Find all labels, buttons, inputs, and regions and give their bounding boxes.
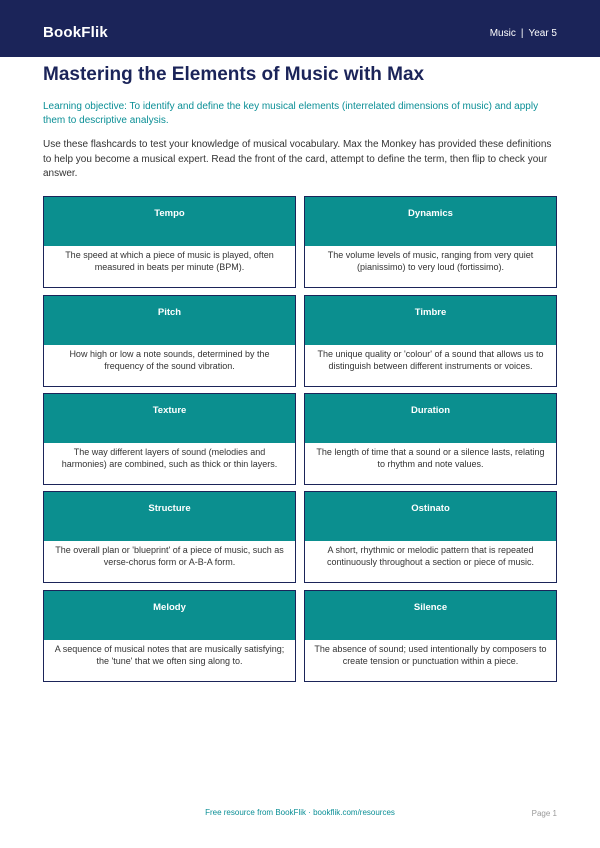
- flashcard-term: Silence: [305, 591, 556, 640]
- flashcard-definition: The volume levels of music, ranging from very quiet (pianissimo) to very loud (fortissimo).: [327, 250, 534, 272]
- flashcard[interactable]: [43, 491, 296, 583]
- flashcard-term: Ostinato: [305, 492, 556, 541]
- flashcard[interactable]: [43, 590, 296, 682]
- flashcard[interactable]: [304, 590, 557, 682]
- flashcard-definition: How high or low a note sounds, determined by the frequency of the sound vibration.: [69, 349, 270, 371]
- flashcard-definition: The speed at which a piece of music is played, often measured in beats per minute (BPM).: [65, 250, 274, 272]
- page-number: Page 1: [531, 809, 557, 818]
- flashcard-definition: The absence of sound; used intentionally by composers to create tension or punctuation within a piece.: [314, 644, 547, 666]
- flashcard-definition: The unique quality or 'colour' of a sound that allows us to distinguish between different instruments or voices.: [317, 349, 544, 371]
- flashcard[interactable]: [43, 295, 296, 387]
- subject-year: [490, 28, 557, 39]
- year-label: Year 5: [528, 28, 557, 39]
- top-bar: [0, 0, 600, 57]
- flashcard-term: Tempo: [44, 197, 295, 246]
- flashcard-term: Duration: [305, 394, 556, 443]
- footer-resource-link[interactable]: Free resource from BookFlik · bookflik.com/resources: [205, 808, 395, 817]
- flashcard-term: Pitch: [44, 296, 295, 345]
- flashcard[interactable]: [304, 393, 557, 485]
- flashcard-definition: The length of time that a sound or a silence lasts, relating to rhythm and note values.: [316, 447, 545, 469]
- flashcard[interactable]: [43, 393, 296, 485]
- intro-text: Use these flashcards to test your knowledge of musical vocabulary. Max the Monkey has provided these definitions to help you become a musical expert. Read the front of the card, attempt to define the term, then flip to check your answer.: [43, 139, 552, 179]
- flashcard[interactable]: [304, 491, 557, 583]
- flashcard-term: Dynamics: [305, 197, 556, 246]
- flashcard-term: Texture: [44, 394, 295, 443]
- flashcard[interactable]: [304, 295, 557, 387]
- flashcard-definition: A short, rhythmic or melodic pattern that is repeated continuously throughout a section or piece of music.: [326, 545, 535, 567]
- flashcard[interactable]: [43, 196, 296, 288]
- flashcard-definition: The overall plan or 'blueprint' of a piece of music, such as verse-chorus form or A-B-A form.: [55, 545, 284, 567]
- learning-objective: Learning objective: To identify and define the key musical elements (interrelated dimensions of music) and apply them to descriptive analysis.: [43, 101, 539, 126]
- flashcard-term: Timbre: [305, 296, 556, 345]
- meta-separator: |: [520, 28, 524, 39]
- brand-logo[interactable]: BookFlik: [43, 24, 108, 41]
- page-title: Mastering the Elements of Music with Max: [43, 64, 425, 85]
- flashcard-definition: The way different layers of sound (melodies and harmonies) are combined, such as thick or thin layers.: [61, 447, 278, 469]
- flashcard[interactable]: [304, 196, 557, 288]
- flashcard-term: Melody: [44, 591, 295, 640]
- flashcard-term: Structure: [44, 492, 295, 541]
- subject-label: Music: [489, 28, 516, 39]
- flashcard-definition: A sequence of musical notes that are musically satisfying; the 'tune' that we often sing along to.: [54, 644, 285, 666]
